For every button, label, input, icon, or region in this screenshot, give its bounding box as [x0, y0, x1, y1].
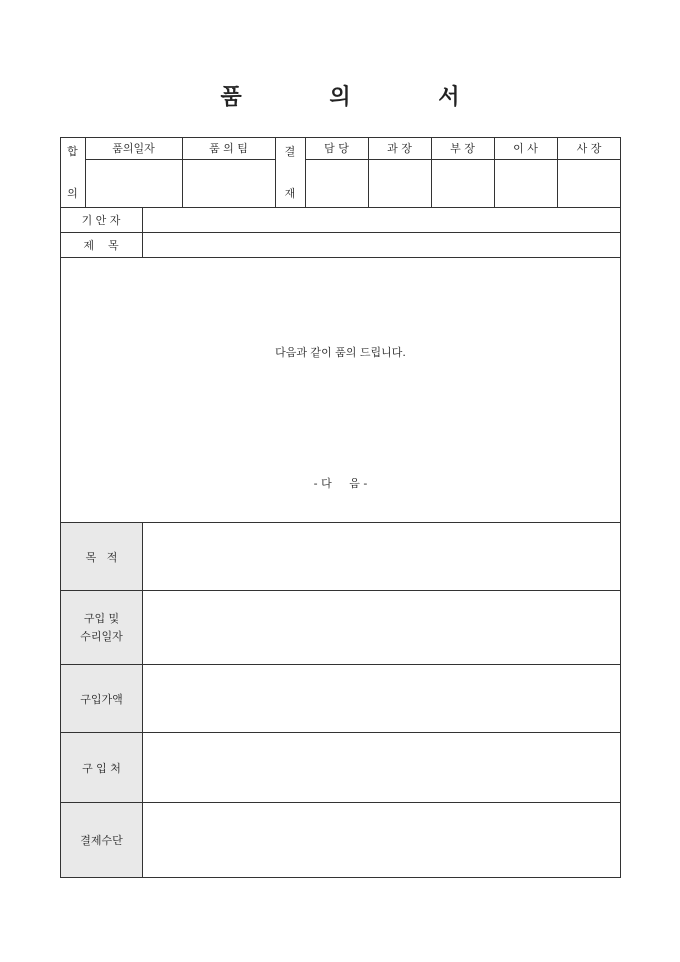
purchase-price-field[interactable] [143, 665, 620, 732]
signer-header-executive: 이 사 [513, 142, 538, 155]
subject-label: 제 목 [83, 238, 119, 252]
signature-box-president[interactable] [557, 159, 621, 207]
signer-header-staff: 담 당 [324, 142, 349, 155]
purchase-date-label [61, 591, 142, 664]
vendor-label: 구 입 처 [61, 733, 142, 802]
divider-text: - 다 음 - [313, 477, 368, 490]
date-field[interactable] [85, 159, 182, 207]
payment-method-label: 결제수단 [61, 803, 142, 877]
vendor-field[interactable] [143, 733, 620, 802]
purchase-date-label-line2: 수리일자 [80, 629, 123, 643]
purpose-label: 목 적 [61, 523, 142, 590]
agree-label-bottom: 의 [67, 187, 78, 200]
purpose-field[interactable] [143, 523, 620, 590]
subject-field[interactable] [142, 232, 621, 257]
signature-box-staff[interactable] [305, 159, 368, 207]
drafter-field[interactable] [142, 207, 621, 232]
signature-box-director[interactable] [431, 159, 494, 207]
signer-header-director: 부 장 [450, 142, 475, 155]
date-column-header: 품의일자 [112, 142, 155, 155]
signature-box-executive[interactable] [494, 159, 557, 207]
purchase-date-field[interactable] [143, 591, 620, 664]
document-title: 품 의 서 [220, 84, 500, 110]
team-column-header: 품 의 팀 [209, 142, 248, 155]
intro-text: 다음과 같이 품의 드립니다. [275, 346, 406, 359]
signer-header-manager: 과 장 [387, 142, 412, 155]
decision-label-bottom: 재 [284, 187, 296, 200]
decision-label-top: 결 [284, 145, 296, 158]
payment-method-field[interactable] [143, 803, 620, 877]
signer-header-president: 사 장 [576, 142, 602, 155]
agree-label-top: 합 [67, 145, 78, 158]
purchase-date-label-line1: 구입 및 [83, 611, 120, 625]
team-field[interactable] [182, 159, 275, 207]
signature-box-manager[interactable] [368, 159, 431, 207]
drafter-label: 기 안 자 [81, 213, 121, 227]
purchase-price-label: 구입가액 [61, 665, 142, 732]
